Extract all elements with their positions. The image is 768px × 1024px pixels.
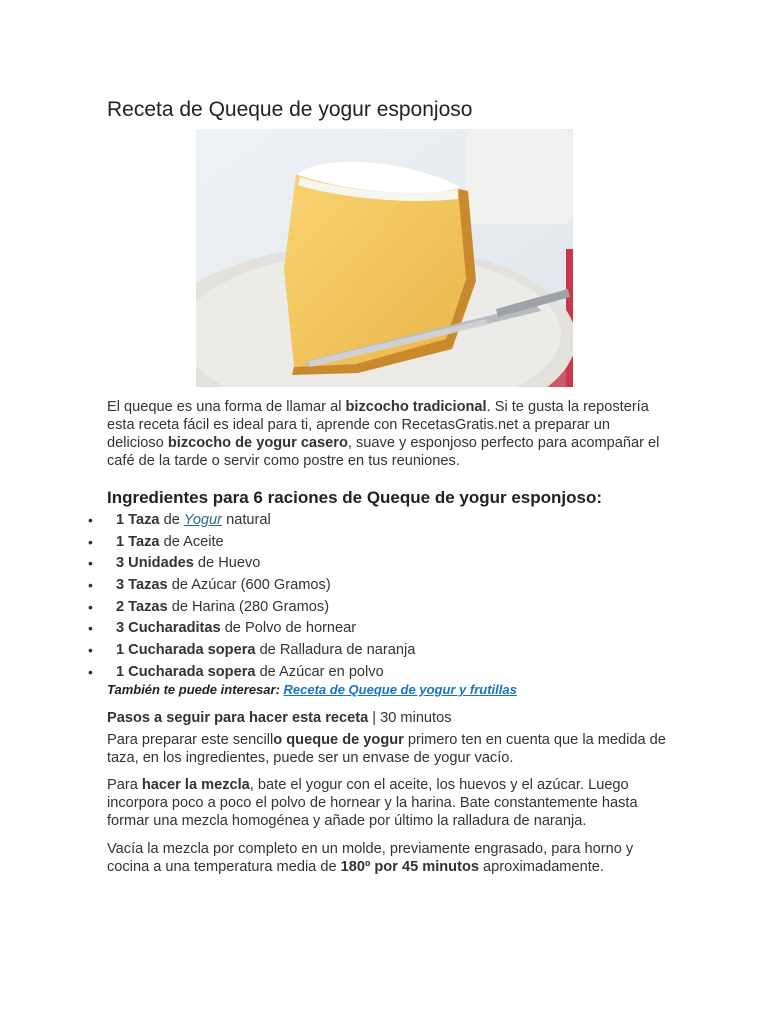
step-paragraph-1: Para preparar este sencillo queque de yogur primero ten en cuenta que la medida de taza, en los ingredientes, puede ser un envase de yogur vacío.	[107, 732, 666, 766]
bullet-icon: •	[88, 598, 93, 615]
ingredient-item: • 3 Tazas de Azúcar (600 Gramos)	[88, 577, 331, 594]
also-interest	[107, 682, 517, 697]
yogur-link[interactable]: Yogur	[183, 512, 223, 528]
ingredient-item: • 2 Tazas de Harina (280 Gramos)	[88, 598, 330, 615]
step-paragraph-2: Para hacer la mezcla, bate el yogur con el aceite, los huevos y el azúcar. Luego incorpora poco a poco el polvo de hornear y la harina. Bate constantemente hasta formar una mezcla homogénea y añade por último la ralladura de naranja.	[107, 777, 638, 829]
ingredient-item: • 1 Cucharada sopera de Ralladura de naranja	[88, 642, 416, 659]
bullet-icon: •	[88, 512, 93, 528]
step-paragraph-3: Vacía la mezcla por completo en un molde, previamente engrasado, para horno y cocina a una temperatura media de 180º por 45 minutos aproximadamente.	[107, 841, 634, 875]
bullet-icon: •	[88, 577, 93, 594]
bullet-icon: •	[88, 555, 93, 572]
ingredients-heading: Ingredientes para 6 raciones de Queque de yogur esponjoso:	[107, 488, 603, 507]
also-interest-label: También te puede interesar:	[107, 682, 284, 697]
bullet-icon: •	[88, 642, 93, 659]
ingredient-item: • 1 Taza de Yogur natural	[88, 512, 271, 528]
bullet-icon: •	[88, 663, 93, 680]
ingredients-list	[88, 511, 648, 685]
ingredient-item: • 3 Cucharaditas de Polvo de hornear	[88, 620, 357, 637]
bullet-icon: •	[88, 620, 93, 637]
bullet-icon: •	[88, 533, 93, 550]
ingredient-item: • 1 Taza de Aceite	[88, 533, 224, 550]
ingredient-item: • 1 Cucharada sopera de Azúcar en polvo	[88, 663, 384, 680]
ingredient-item: • 3 Unidades de Huevo	[88, 555, 261, 572]
related-recipe-link[interactable]: Receta de Queque de yogur y frutillas	[283, 682, 517, 697]
steps-heading: Pasos a seguir para hacer esta receta | 30 minutos	[107, 710, 452, 726]
intro-paragraph: El queque es una forma de llamar al bizcocho tradicional. Si te gusta la repostería esta receta fácil es ideal para ti, aprende con RecetasGratis.net a preparar un delicioso bizcocho de yogur casero, suave y esponjoso perfecto para acompañar el café de la tarde o servir como postre en tus reuniones.	[107, 399, 660, 469]
cake-photo	[196, 129, 573, 387]
page-title: Receta de Queque de yogur esponjoso	[107, 98, 473, 121]
